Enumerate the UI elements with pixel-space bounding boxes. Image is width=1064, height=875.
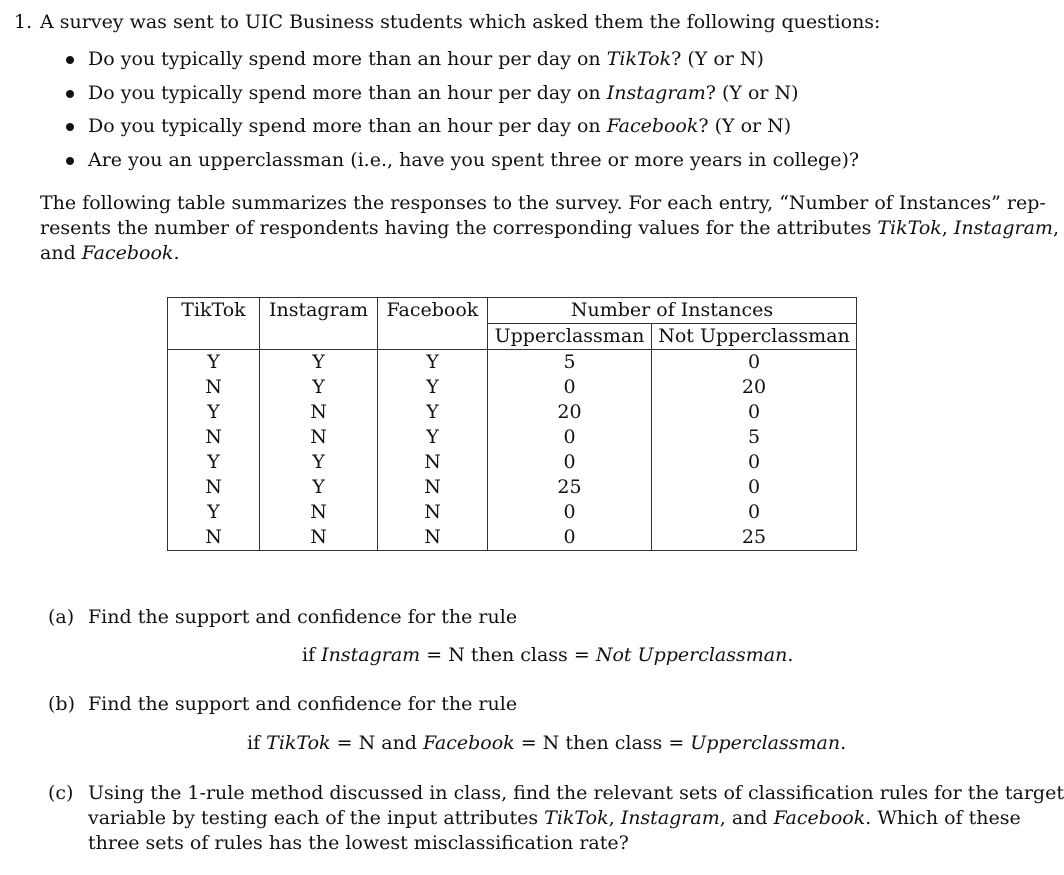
- cell-tiktok: N: [168, 375, 260, 400]
- italic-term: TikTok: [877, 217, 942, 239]
- header-instagram: Instagram: [260, 298, 378, 350]
- part-c-label: (c): [48, 782, 74, 804]
- bullet-italic: Instagram: [606, 81, 706, 104]
- survey-table: [167, 297, 857, 551]
- cell-facebook: N: [378, 500, 488, 525]
- bullet-icon: [66, 90, 74, 98]
- survey-table-container: [167, 297, 857, 551]
- italic-term: Instagram: [620, 807, 720, 829]
- cell-not-upperclassman: 0: [652, 350, 857, 376]
- italic-term: Facebook: [773, 807, 866, 829]
- text-span: resents the number of respondents having the corresponding values for the attributes: [40, 217, 878, 239]
- cell-upperclassman: 25: [488, 475, 652, 500]
- bullet-icon: [66, 123, 74, 131]
- italic-term: Facebook: [423, 732, 515, 754]
- table-row: [168, 425, 857, 450]
- cell-instagram: Y: [260, 450, 378, 475]
- text-span: if: [302, 644, 322, 666]
- part-b: [48, 692, 517, 717]
- part-c-line-1: Using the 1-rule method discussed in class, find the relevant sets of classification rules for the target: [88, 782, 1064, 804]
- bullet-text-end: ? (Y or N): [671, 48, 764, 70]
- table-description: [40, 191, 1059, 266]
- italic-term: TikTok: [266, 732, 331, 754]
- cell-upperclassman: 0: [488, 525, 652, 551]
- text-span: .: [840, 732, 847, 754]
- bullet-text-end: ? (Y or N): [705, 81, 799, 104]
- header-tiktok: TikTok: [168, 298, 260, 350]
- part-a-rule: [302, 643, 793, 668]
- cell-not-upperclassman: 0: [652, 400, 857, 425]
- cell-facebook: Y: [378, 350, 488, 376]
- text-span: .: [787, 644, 794, 666]
- table-body: [168, 350, 857, 551]
- text-span: . Which of these: [865, 807, 1021, 829]
- table-row: [168, 450, 857, 475]
- description-line-1: The following table summarizes the responses to the survey. For each entry, “Number of Instances” rep-: [40, 192, 1046, 214]
- cell-not-upperclassman: 20: [652, 375, 857, 400]
- part-a-label: (a): [48, 606, 75, 628]
- table-row: [168, 500, 857, 525]
- cell-tiktok: N: [168, 475, 260, 500]
- part-a: [48, 605, 517, 630]
- italic-term: Facebook: [81, 242, 174, 264]
- cell-tiktok: Y: [168, 450, 260, 475]
- cell-instagram: N: [260, 500, 378, 525]
- bullet-text-end: ? (Y or N): [698, 115, 792, 137]
- cell-facebook: Y: [378, 400, 488, 425]
- cell-instagram: Y: [260, 350, 378, 376]
- cell-tiktok: Y: [168, 350, 260, 376]
- list-item: [66, 47, 859, 81]
- text-span: ,: [1052, 217, 1059, 239]
- cell-tiktok: Y: [168, 500, 260, 525]
- header-upperclassman: Upperclassman: [488, 324, 652, 350]
- bullet-icon: [66, 56, 74, 64]
- cell-instagram: Y: [260, 375, 378, 400]
- italic-term: Upperclassman: [690, 732, 841, 754]
- text-span: if: [247, 732, 267, 754]
- question-number: 1.: [14, 11, 33, 33]
- part-a-text: Find the support and confidence for the rule: [88, 606, 518, 628]
- italic-term: Instagram: [321, 644, 421, 666]
- cell-tiktok: N: [168, 425, 260, 450]
- cell-instagram: N: [260, 525, 378, 551]
- part-c-text: [88, 781, 1064, 856]
- bullet-text: Do you typically spend more than an hour per day on: [88, 81, 607, 104]
- description-line-3: [40, 241, 990, 266]
- header-facebook: Facebook: [378, 298, 488, 350]
- italic-term: TikTok: [544, 807, 609, 829]
- bullet-text: Are you an upperclassman (i.e., have you spent three or more years in college)?: [88, 148, 860, 171]
- table-row: [168, 375, 857, 400]
- text-span: , and: [719, 807, 774, 829]
- cell-facebook: Y: [378, 375, 488, 400]
- cell-not-upperclassman: 0: [652, 475, 857, 500]
- list-item: [66, 114, 859, 148]
- list-item: [66, 148, 859, 182]
- cell-facebook: Y: [378, 425, 488, 450]
- part-b-rule: [247, 731, 846, 756]
- text-span: and: [40, 242, 82, 264]
- cell-upperclassman: 5: [488, 350, 652, 376]
- cell-not-upperclassman: 5: [652, 425, 857, 450]
- question-intro: A survey was sent to UIC Business students which asked them the following questions:: [40, 11, 881, 33]
- text-span: ,: [608, 807, 621, 829]
- cell-facebook: N: [378, 450, 488, 475]
- italic-term: Not Upperclassman: [595, 644, 788, 666]
- header-not-upperclassman: Not Upperclassman: [652, 324, 857, 350]
- table-row: [168, 400, 857, 425]
- bullet-text: Do you typically spend more than an hour per day on: [88, 48, 607, 70]
- bullet-italic: TikTok: [606, 48, 672, 70]
- description-line-2: [40, 216, 1059, 241]
- part-b-text: Find the support and confidence for the rule: [88, 693, 518, 715]
- text-span: .: [173, 242, 180, 264]
- text-span: = N then class =: [514, 732, 691, 754]
- italic-term: Instagram: [953, 217, 1053, 239]
- survey-question-list: [66, 47, 859, 181]
- text-span: = N then class =: [420, 644, 596, 666]
- cell-instagram: N: [260, 425, 378, 450]
- header-number-of-instances: Number of Instances: [488, 298, 857, 324]
- table-row: [168, 475, 857, 500]
- cell-upperclassman: 0: [488, 450, 652, 475]
- cell-not-upperclassman: 0: [652, 450, 857, 475]
- cell-upperclassman: 20: [488, 400, 652, 425]
- part-c-line-3: three sets of rules has the lowest misclassification rate?: [88, 832, 629, 854]
- bullet-icon: [66, 157, 74, 165]
- part-b-label: (b): [48, 693, 75, 715]
- cell-instagram: N: [260, 400, 378, 425]
- bullet-italic: Facebook: [606, 115, 699, 137]
- text-span: = N and: [330, 732, 424, 754]
- cell-upperclassman: 0: [488, 425, 652, 450]
- text-span: ,: [941, 217, 954, 239]
- cell-not-upperclassman: 0: [652, 500, 857, 525]
- cell-tiktok: N: [168, 525, 260, 551]
- cell-tiktok: Y: [168, 400, 260, 425]
- table-row: [168, 350, 857, 376]
- cell-instagram: Y: [260, 475, 378, 500]
- cell-upperclassman: 0: [488, 500, 652, 525]
- table-row: [168, 525, 857, 551]
- cell-facebook: N: [378, 475, 488, 500]
- cell-facebook: N: [378, 525, 488, 551]
- text-span: variable by testing each of the input attributes: [88, 807, 545, 829]
- cell-upperclassman: 0: [488, 375, 652, 400]
- list-item: [66, 81, 859, 115]
- bullet-text: Do you typically spend more than an hour per day on: [88, 115, 607, 137]
- cell-not-upperclassman: 25: [652, 525, 857, 551]
- part-c-line-2: [88, 806, 1064, 831]
